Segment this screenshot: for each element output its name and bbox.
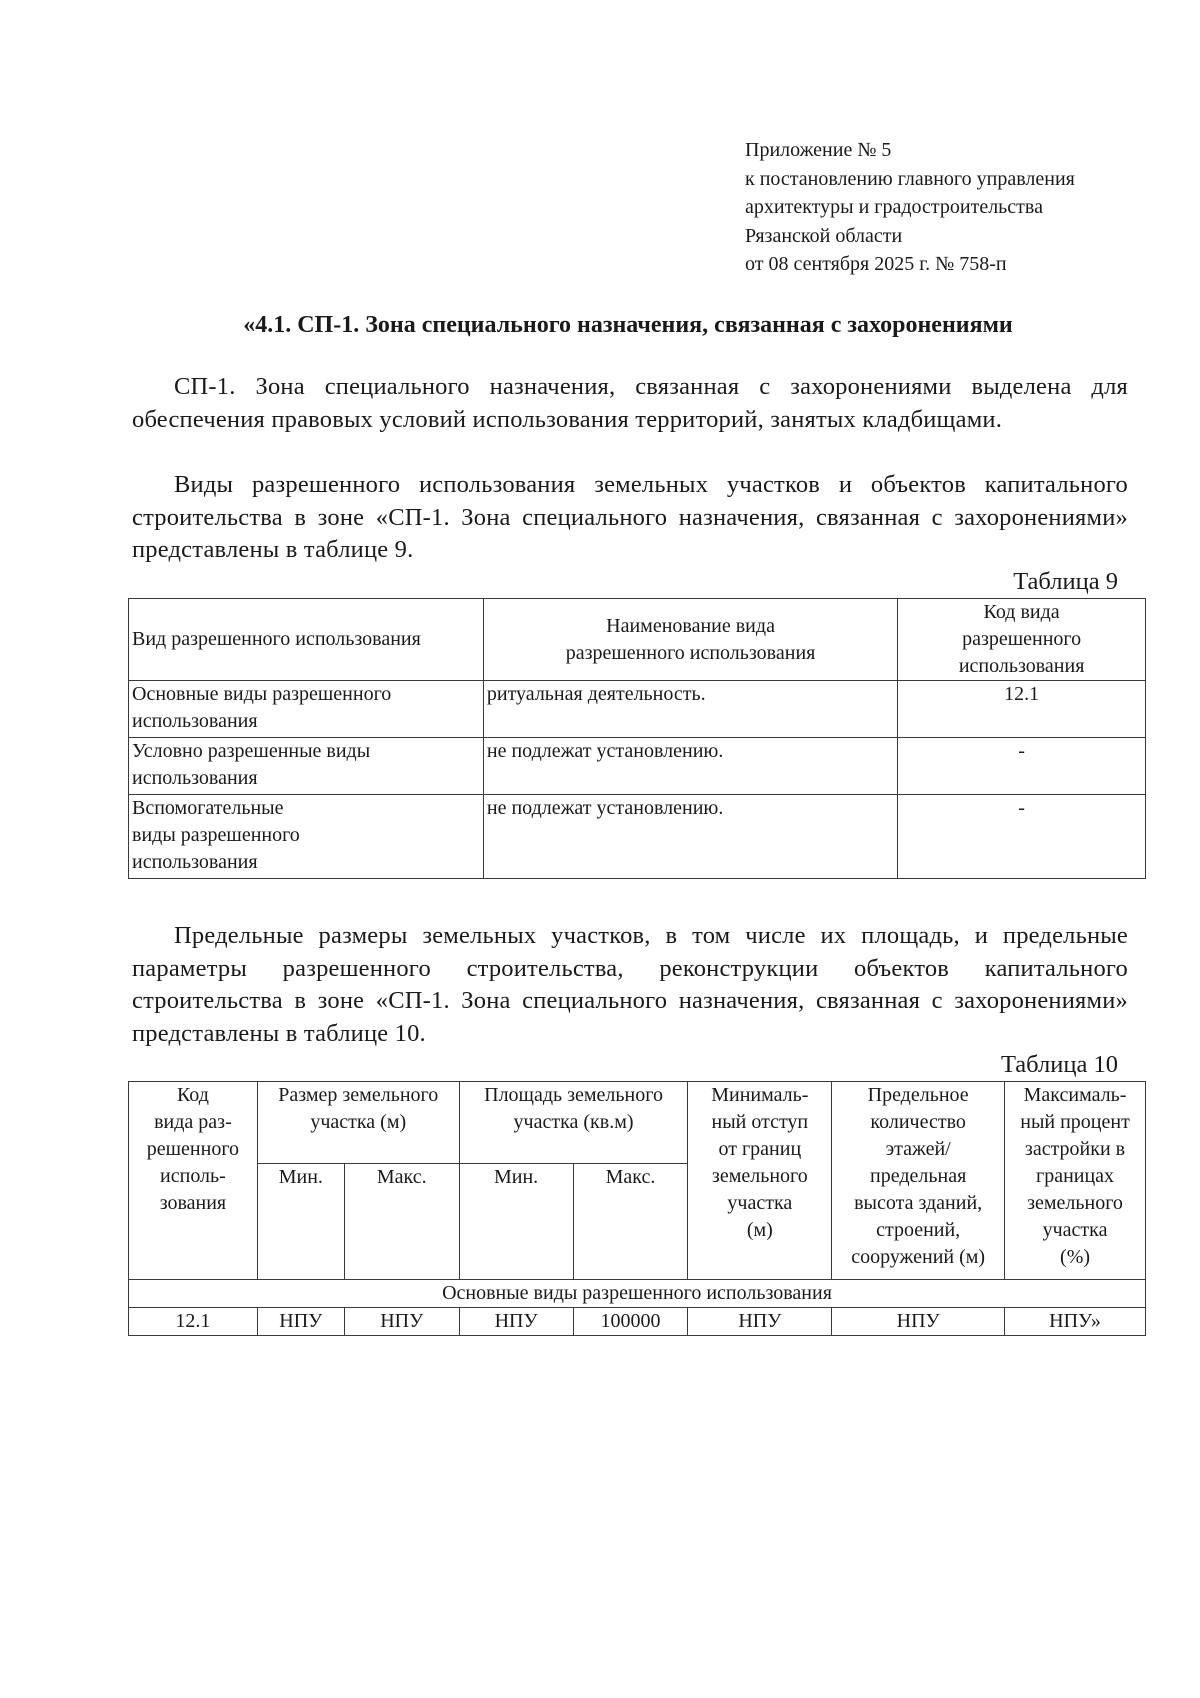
header-line: количество [870, 1111, 966, 1133]
header-size-max: Макс. [344, 1164, 459, 1280]
paragraph-intro: СП-1. Зона специального назначения, связанная с захоронениями выделена для обеспечения правовых условий использования территорий, занятых кладбищами. [132, 373, 1128, 433]
table-cell [129, 738, 484, 795]
header-line: Предельное [867, 1084, 969, 1106]
table-header-cell [898, 599, 1146, 681]
table-cell: не подлежат установлению. [483, 795, 897, 879]
cell-line: Вспомогательные [132, 797, 284, 819]
table-row [129, 738, 1146, 795]
cell-line: использования [132, 767, 258, 789]
header-line: участка [1042, 1219, 1108, 1241]
header-line: этажей/ [885, 1138, 951, 1160]
table-cell: - [898, 738, 1146, 795]
header-area-max: Макс. [573, 1164, 688, 1280]
approval-line: от 08 сентября 2025 г. № 758-п [745, 253, 1007, 275]
cell-line: использования [132, 710, 258, 732]
table-cell: НПУ» [1005, 1308, 1146, 1336]
header-line: участка (м) [310, 1111, 407, 1133]
header-line: вида раз- [154, 1111, 232, 1133]
header-line: земельного [1027, 1192, 1123, 1214]
header-line: сооружений (м) [851, 1246, 986, 1268]
table-row [129, 795, 1146, 879]
table-cell: НПУ [459, 1308, 573, 1336]
header-line: Минималь- [711, 1084, 809, 1106]
table-section-row [129, 1280, 1146, 1308]
paragraph-table9-ref: Виды разрешенного использования земельных участков и объектов капитального строительства в зоне «СП-1. Зона специального назначения, связанная с захоронениями» представлены в таблице 9. [132, 471, 1128, 563]
header-line: участка (кв.м) [513, 1111, 634, 1133]
paragraph-table10-ref: Предельные размеры земельных участков, в том числе их площадь, и предельные параметры разрешенного строительства, реконструкции объектов капитального строительства в зоне «СП-1. Зона специального назначения, связанная с захоронениями» представлены в таблице 10. [132, 922, 1128, 1047]
header-line: зования [159, 1192, 227, 1214]
table-cell: - [898, 795, 1146, 879]
header-floors-height [832, 1082, 1005, 1280]
header-line: решенного [146, 1138, 240, 1160]
header-line: исполь- [160, 1165, 226, 1187]
table-cell: не подлежат установлению. [483, 738, 897, 795]
header-min-offset [688, 1082, 832, 1280]
table-cell: НПУ [344, 1308, 459, 1336]
header-line: Максималь- [1023, 1084, 1127, 1106]
approval-line: Приложение № 5 [745, 139, 892, 161]
table-cell: 12.1 [129, 1308, 258, 1336]
table9-caption: Таблица 9 [1013, 568, 1118, 595]
header-line: границах [1035, 1165, 1115, 1187]
table-cell: 12.1 [898, 681, 1146, 738]
header-line: строений, [876, 1219, 961, 1241]
header-line: разрешенного использования [565, 641, 816, 664]
header-line: участка [727, 1192, 793, 1214]
table-header-cell [483, 599, 897, 681]
header-code [129, 1082, 258, 1280]
approval-line: архитектуры и градостроительства [745, 196, 1043, 218]
header-line: Наименование вида [606, 614, 775, 637]
table-row [129, 1308, 1146, 1336]
table-cell [129, 795, 484, 879]
table-cell: НПУ [257, 1308, 344, 1336]
header-line: (м) [746, 1219, 773, 1241]
section-label: Основные виды разрешенного использования [129, 1280, 1146, 1308]
table-9 [128, 598, 1146, 879]
header-plot-size [257, 1082, 459, 1164]
header-size-min: Мин. [257, 1164, 344, 1280]
table-header-row [129, 599, 1146, 681]
table-cell: НПУ [832, 1308, 1005, 1336]
header-line: разрешенного [962, 628, 1082, 650]
header-line: использования [958, 655, 1085, 677]
table-cell [129, 681, 484, 738]
cell-line: использования [132, 851, 258, 873]
header-line: предельная [870, 1165, 967, 1187]
header-line: застройки в [1024, 1138, 1126, 1160]
table10-caption: Таблица 10 [1000, 1051, 1118, 1078]
table-header-cell: Вид разрешенного использования [129, 599, 484, 681]
table-cell: НПУ [688, 1308, 832, 1336]
table-header-row [129, 1082, 1146, 1164]
approval-line: Рязанской области [745, 224, 903, 247]
table-10 [128, 1081, 1146, 1336]
section-heading: «4.1. СП-1. Зона специального назначения, связанная с захоронениями [243, 312, 1013, 338]
header-line: Размер земельного [278, 1084, 439, 1106]
header-area-min: Мин. [459, 1164, 573, 1280]
cell-line: Условно разрешенные виды [132, 740, 371, 762]
header-line: ный процент [1020, 1111, 1130, 1133]
table-cell: 100000 [573, 1308, 688, 1336]
header-max-percent [1005, 1082, 1146, 1280]
cell-line: Основные виды разрешенного [132, 683, 392, 705]
header-line: ный отступ [711, 1111, 809, 1133]
approval-block [745, 136, 1075, 279]
header-line: Код [176, 1084, 209, 1106]
header-line: Площадь земельного [484, 1084, 663, 1106]
table-cell: ритуальная деятельность. [483, 681, 897, 738]
table-row [129, 681, 1146, 738]
header-line: высота зданий, [854, 1192, 983, 1214]
approval-line: к постановлению главного управления [745, 167, 1075, 190]
cell-line: виды разрешенного [132, 824, 300, 846]
header-line: Код вида [983, 601, 1060, 623]
header-line: от границ [718, 1138, 802, 1160]
header-line: (%) [1060, 1246, 1091, 1268]
header-line: земельного [711, 1165, 808, 1187]
header-plot-area [459, 1082, 688, 1164]
